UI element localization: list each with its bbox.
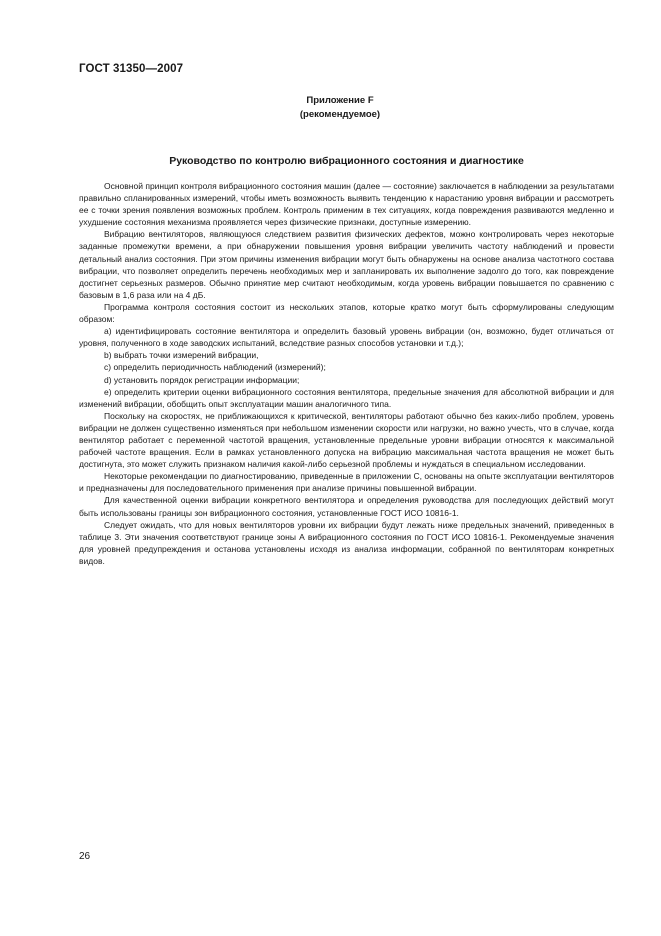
paragraph: Следует ожидать, что для новых вентиляторов уровни их вибрации будут лежать ниже предельных значений, приведенных в таблице 3. Эти значения соответствуют границе зоны А вибрационного состояния по ГОСТ ИСО 10816-1. Рекомендуемые значения для уровней предупреждения и останова установлены исходя из анализа информации, собранной по вентиляторам конкретных видов. xyxy=(79,519,614,566)
list-item: c) определить периодичность наблюдений (измерений); xyxy=(104,362,326,373)
annex-status: (рекомендуемое) xyxy=(299,109,381,120)
list-item: a) идентифицировать состояние вентилятора и определить базовый уровень вибрации (он, возможно, будет отличаться от уровня, полученного в ходе заводских испытаний, вследствие разных способов установки и т.д.); xyxy=(79,326,614,349)
paragraph: Некоторые рекомендации по диагностированию, приведенные в приложении С, основаны на опыте эксплуатации вентиляторов и предназначены для последовательного применения при анализе причины повышенной вибрации. xyxy=(79,471,614,494)
paragraph: Для качественной оценки вибрации конкретного вентилятора и определения руководства для последующих действий могут быть использованы границы зон вибрационного состояния, установленные ГОСТ ИСО 10816-1. xyxy=(79,495,614,518)
list-item: b) выбрать точки измерений вибрации, xyxy=(104,350,259,361)
paragraph: Поскольку на скоростях, не приближающихся к критической, вентиляторы работают обычно без каких-либо проблем, уровень вибрации не должен существенно изменяться при небольшом изменении скорости или нагрузки, но важно учесть, что в случае, когда вентилятор работает с переменной частотой вращения, установленные предельные уровни вибрации относятся к максимальной рабочей частоте вращения. Если в рамках установленного допуска на вибрацию максимальная частота вращения не может быть достигнута, это может служить признаком наличия какой-либо серьезной проблемы и нуждаться в специальном исследовании. xyxy=(79,410,614,470)
paragraph: Программа контроля состояния состоит из нескольких этапов, которые кратко могут быть сформулированы следующим образом: xyxy=(79,301,614,325)
list-item: d) установить порядок регистрации информации; xyxy=(104,374,300,385)
document-code: ГОСТ 31350—2007 xyxy=(79,63,184,75)
page-number: 26 xyxy=(79,851,91,862)
annex-heading xyxy=(220,94,460,122)
annex-label: Приложение F xyxy=(306,95,374,106)
section-title: Руководство по контролю вибрационного состояния и диагностике xyxy=(169,155,524,167)
paragraph: Основной принцип контроля вибрационного состояния машин (далее — состояние) заключается в наблюдении за результатами правильно спланированных измерений, чтобы иметь возможность выявить тенденцию к нарастанию уровня вибрации и рассмотреть ее с точки зрения появления возможных проблем. Контроль применим в тех ситуациях, когда повреждения развиваются медленно и ухудшение состояния механизма проявляется через физические признаки, доступные измерению. xyxy=(79,181,614,228)
body-text xyxy=(79,180,614,567)
paragraph: Вибрацию вентиляторов, являющуюся следствием развития физических дефектов, можно контролировать через некоторые заданные промежутки времени, а при обнаружении повышения уровня вибрации увеличить частоту наблюдений и провести детальный анализ состояния. При этом причины изменения вибрации могут быть обнаружены на основе анализа частотного состава вибрации, что позволяет определить перечень необходимых мер и запланировать их выполнение задолго до того, как повреждение достигнет серьезных размеров. Обычно принятие мер считают необходимым, когда уровень вибрации повышается по сравнению с базовым в 1,6 раза или на 4 дБ. xyxy=(79,229,614,300)
list-item: e) определить критерии оценки вибрационного состояния вентилятора, предельные значения для абсолютной вибрации и для изменений вибрации, обобщить опыт эксплуатации машин аналогичного типа. xyxy=(79,386,614,409)
